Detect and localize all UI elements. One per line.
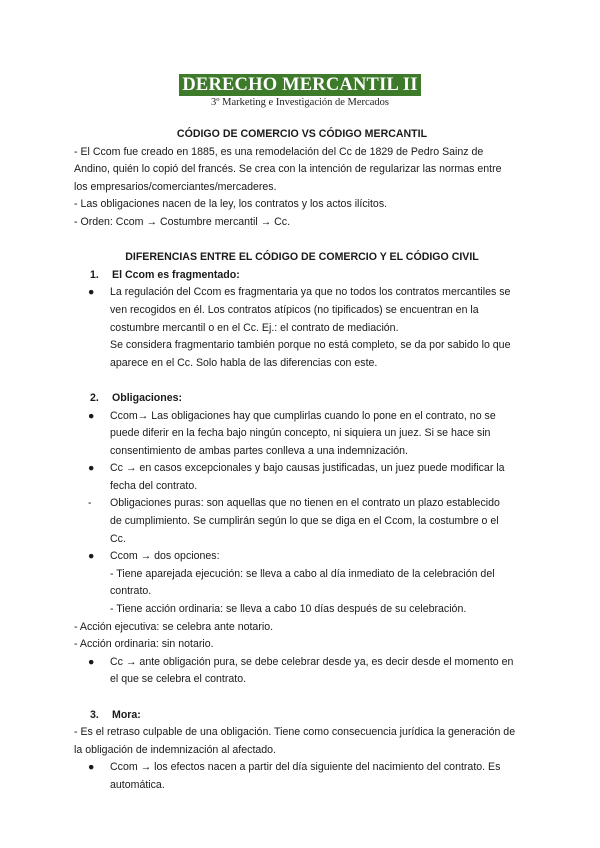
paragraph-line: la obligación de indemnización al afectado.: [74, 743, 277, 756]
dash-bullet-icon: -: [88, 497, 92, 510]
numbered-heading-obligaciones: [74, 390, 530, 408]
numbered-heading-fragmentado: [74, 267, 530, 285]
bullet-dot-icon: ●: [88, 550, 95, 563]
paragraph-line: - Acción ordinaria: sin notario.: [74, 638, 214, 651]
title-container: [0, 74, 600, 97]
bullet-line: Ccom → los efectos nacen a partir del día siguiente del nacimiento del contrato. Es: [110, 761, 501, 774]
list-heading: Mora:: [112, 708, 141, 721]
paragraph-line: Andino, quién lo copió del francés. Se crea con la intención de regularizar las normas entre: [74, 163, 502, 176]
bullet-dot-icon: ●: [88, 462, 95, 475]
bullet-line: Cc.: [110, 532, 126, 545]
bullet-item: [74, 408, 530, 461]
bullet-dot-icon: ●: [88, 286, 95, 299]
bullet-item: [74, 759, 530, 794]
sub-line: - Tiene acción ordinaria: se lleva a cabo 10 días después de su celebración.: [110, 603, 467, 616]
bullet-line: Obligaciones puras: son aquellas que no tienen en el contrato un plazo establecido: [110, 497, 500, 510]
bullet-line: Ccom → dos opciones:: [110, 550, 220, 563]
bullet-line: consentimiento de ambas partes conlleva a una indemnización.: [110, 444, 408, 457]
bullet-item: [74, 548, 530, 618]
bullet-item: [74, 654, 530, 689]
bullet-dot-icon: ●: [88, 409, 95, 422]
bullet-line: Cc → ante obligación pura, se debe celebrar desde ya, es decir desde el momento en: [110, 655, 514, 668]
bullet-item: [74, 460, 530, 495]
dash-item: [74, 495, 530, 548]
list-number: 3.: [90, 708, 99, 721]
paragraph-line: - Es el retraso culpable de una obligación. Tiene como consecuencia jurídica la generación de: [74, 726, 516, 739]
bullet-item: [74, 284, 530, 372]
bullet-line: puede diferir en la fecha bajo ningún concepto, ni siquiera un juez. Si se hace sin: [110, 427, 491, 440]
list-number: 1.: [90, 268, 99, 281]
bullet-line: automática.: [110, 778, 165, 791]
bullet-line: costumbre mercantil o en el Cc. Ej.: el contrato de mediación.: [110, 321, 399, 334]
bullet-dot-icon: ●: [88, 655, 95, 668]
section-heading-codigos: CÓDIGO DE COMERCIO VS CÓDIGO MERCANTIL: [176, 128, 428, 140]
list-heading: Obligaciones:: [112, 391, 183, 404]
paragraph-line: - Acción ejecutiva: se celebra ante notario.: [74, 620, 274, 633]
bullet-line: Se considera fragmentario también porque no está completo, se da por sabido lo que: [110, 339, 511, 352]
bullet-line: Ccom→ Las obligaciones hay que cumplirlas cuando lo pone en el contrato, no se: [110, 409, 496, 422]
list-heading: El Ccom es fragmentado:: [112, 268, 240, 281]
numbered-heading-mora: [74, 707, 530, 725]
paragraph-line: los empresarios/comerciantes/mercaderes.: [74, 180, 277, 193]
sub-line: - Tiene aparejada ejecución: se lleva a cabo al día inmediato de la celebración del: [110, 567, 495, 580]
bullet-line: de cumplimiento. Se cumplirán según lo que se diga en el Ccom, la costumbre o el: [110, 515, 499, 528]
document-title: DERECHO MERCANTIL II: [179, 74, 420, 96]
bullet-line: ven recogidos en él. Los contratos atípicos (no tipificados) se encuentran en la: [110, 303, 479, 316]
bullet-line: el que se celebra el contrato.: [110, 673, 247, 686]
sub-line: contrato.: [110, 585, 152, 598]
bullet-line: Cc → en casos excepcionales y bajo causas justificadas, un juez puede modificar la: [110, 462, 505, 475]
bullet-line: fecha del contrato.: [110, 479, 198, 492]
bullet-line: La regulación del Ccom es fragmentaria ya que no todos los contratos mercantiles se: [110, 286, 511, 299]
paragraph-line: - Orden: Ccom → Costumbre mercantil → Cc.: [74, 215, 291, 228]
paragraph-line: - Las obligaciones nacen de la ley, los contratos y los actos ilícitos.: [74, 198, 388, 211]
document-body: [74, 126, 530, 795]
paragraph-line: - El Ccom fue creado en 1885, es una remodelación del Cc de 1829 de Pedro Sainz de: [74, 145, 484, 158]
bullet-dot-icon: ●: [88, 761, 95, 774]
bullet-line: aparece en el Cc. Solo habla de las diferencias con este.: [110, 356, 378, 369]
list-number: 2.: [90, 391, 99, 404]
section-heading-diferencias: DIFERENCIAS ENTRE EL CÓDIGO DE COMERCIO Y EL CÓDIGO CIVIL: [125, 251, 479, 264]
document-subtitle: 3º Marketing e Investigación de Mercados: [211, 97, 389, 108]
